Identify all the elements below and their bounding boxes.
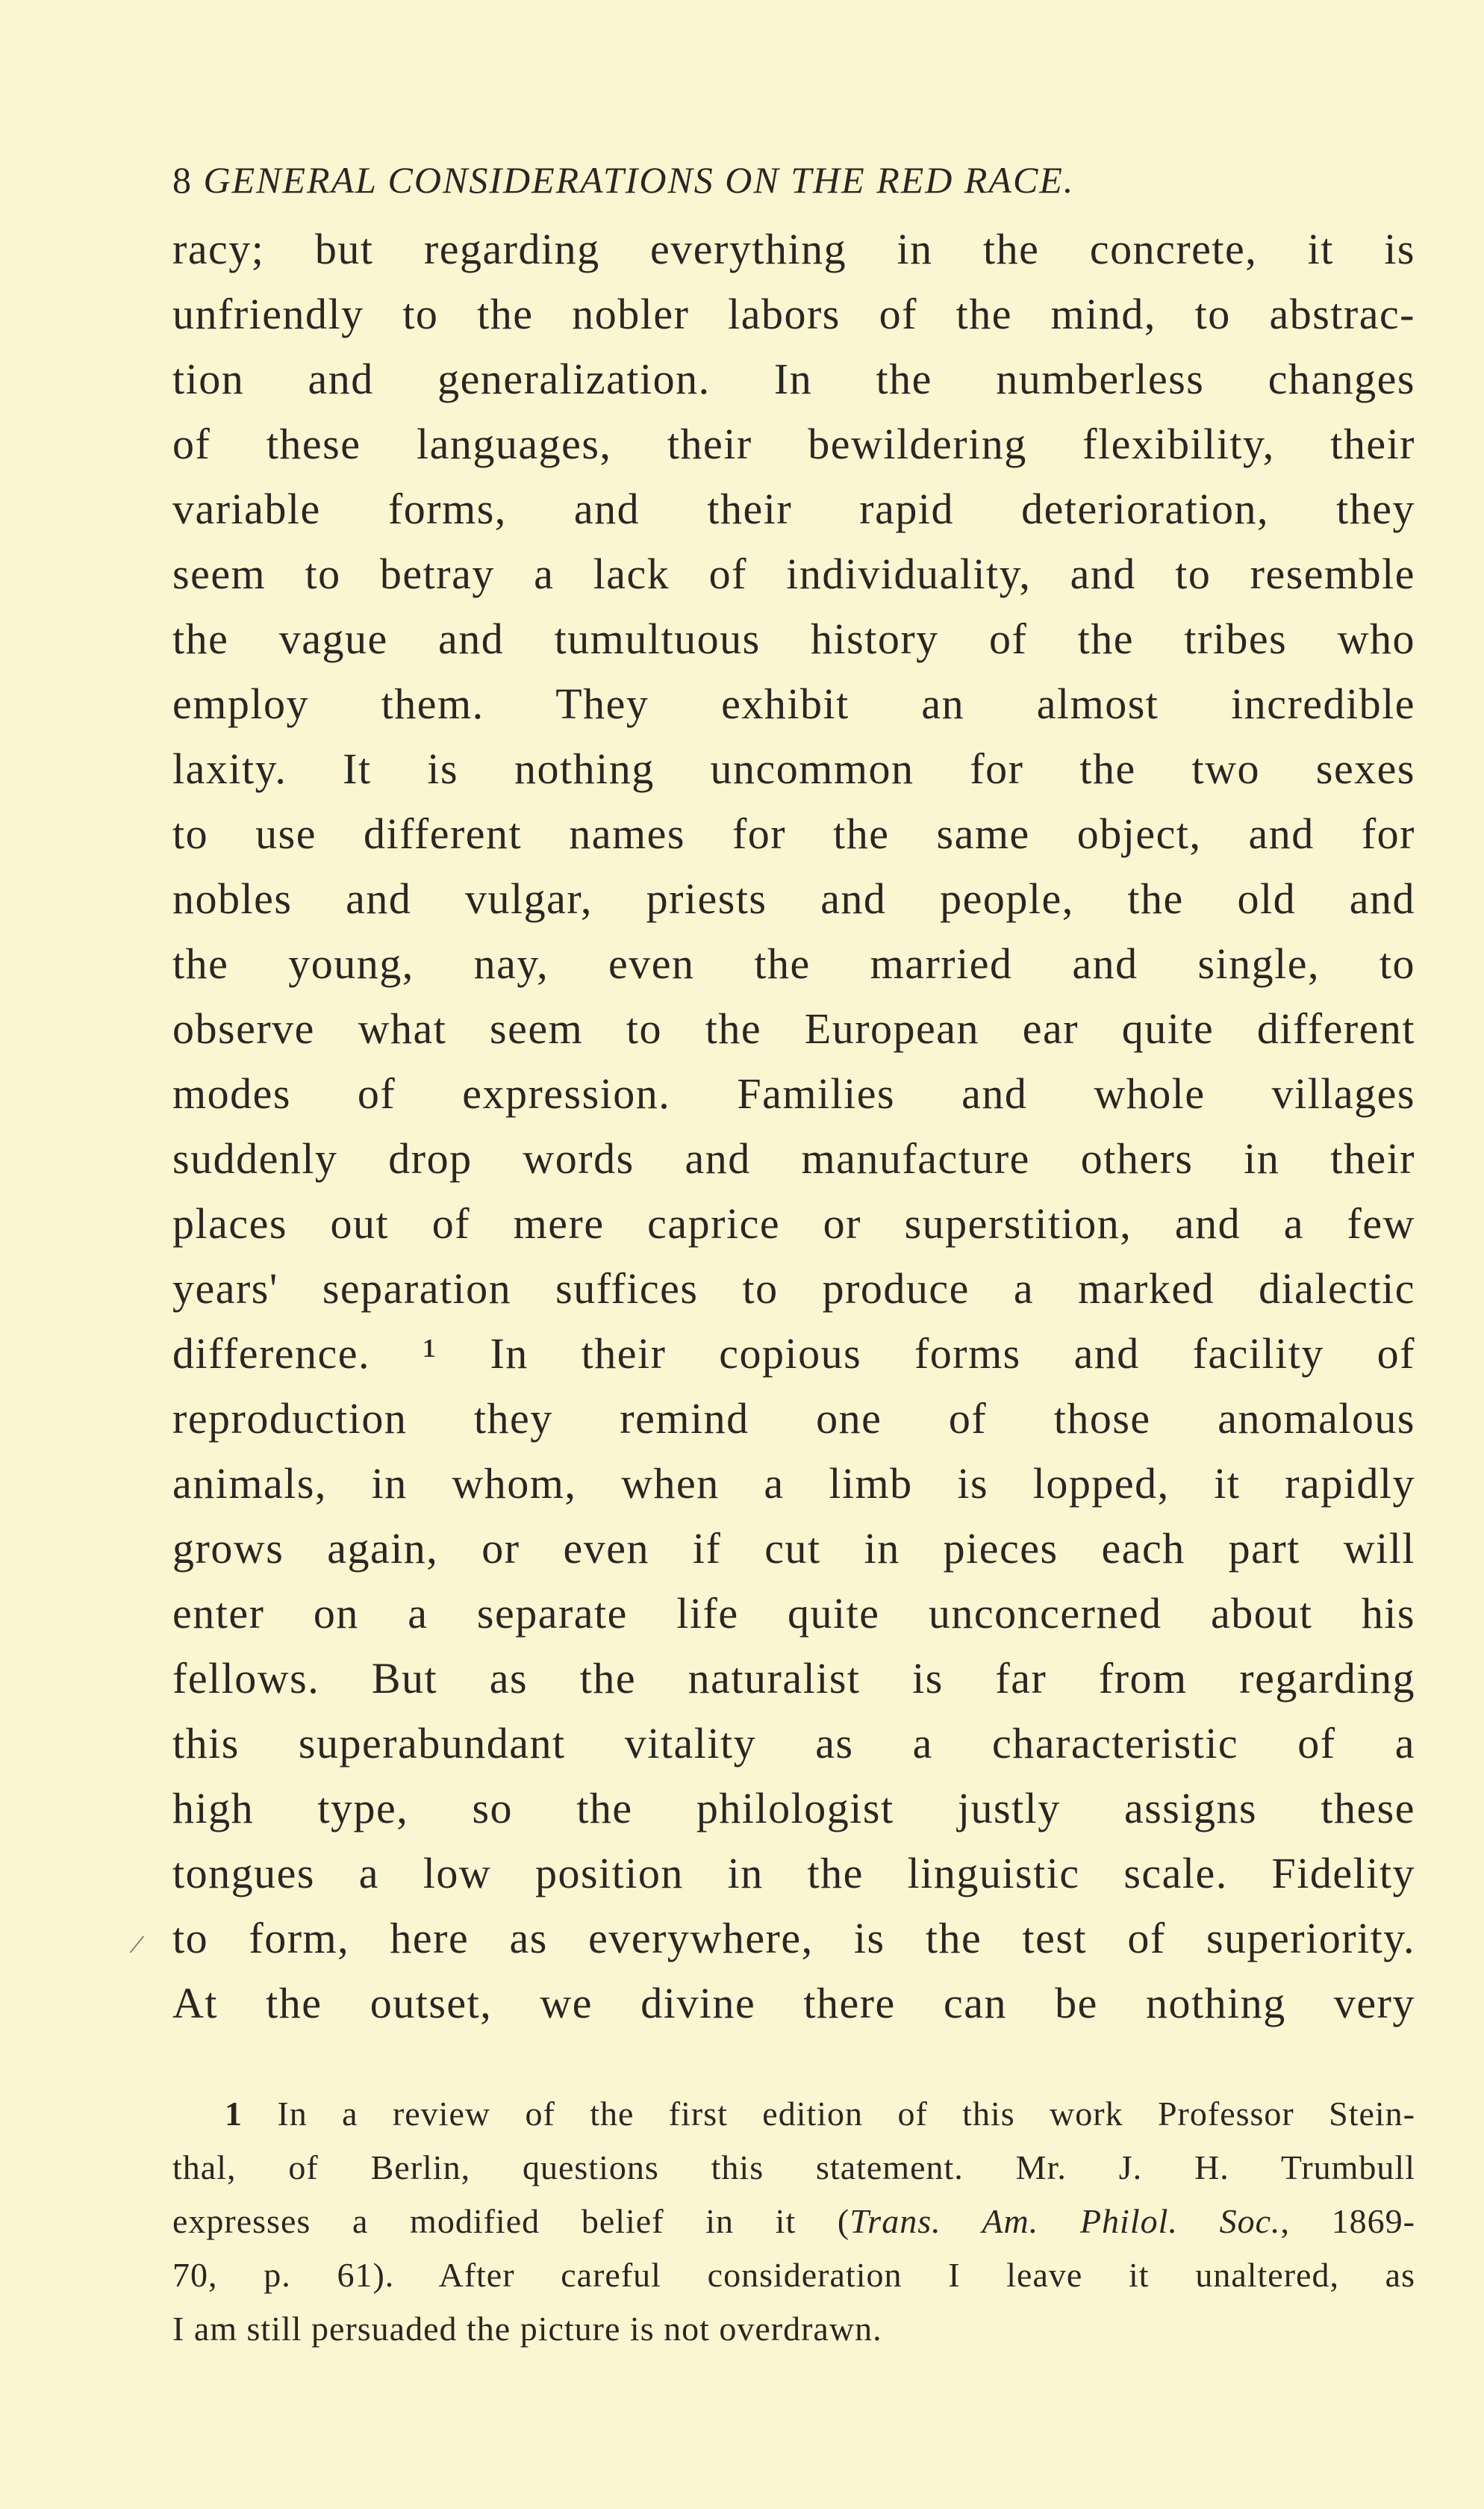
margin-pencil-mark: /	[127, 1927, 147, 1962]
body-line: tongues a low position in the linguistic scale. Fidelity	[172, 1849, 1415, 1897]
citation-title: Trans. Am. Philol. Soc.	[849, 2202, 1281, 2240]
footnote-line: I am still persuaded the picture is not overdrawn.	[172, 2310, 882, 2348]
body-text	[172, 217, 1415, 2036]
body-line: enter on a separate life quite unconcerned about his	[172, 1589, 1415, 1638]
body-line: observe what seem to the European ear quite different	[172, 1004, 1415, 1053]
footnote-line: thal, of Berlin, questions this statement. Mr. J. H. Trumbull	[172, 2148, 1415, 2186]
body-line: racy; but regarding everything in the concrete, it is	[172, 225, 1415, 273]
body-line: high type, so the philologist justly assigns these	[172, 1784, 1415, 1832]
body-line: fellows. But as the naturalist is far from regarding	[172, 1654, 1415, 1703]
body-line: laxity. It is nothing uncommon for the two sexes	[172, 744, 1415, 793]
footnote-line	[172, 2195, 1415, 2248]
body-line: nobles and vulgar, priests and people, the old and	[172, 874, 1415, 923]
body-line: At the outset, we divine there can be nothing very	[172, 1979, 1415, 2027]
footnote-text: , 1869-	[1280, 2202, 1416, 2240]
body-line: grows again, or even if cut in pieces each part will	[172, 1524, 1415, 1573]
footnote	[172, 2087, 1415, 2356]
body-line: variable forms, and their rapid deterioration, they	[172, 485, 1415, 533]
body-line: difference. ¹ In their copious forms and facility of	[172, 1329, 1415, 1378]
footnote-text: expresses a modified belief in it (	[172, 2202, 850, 2240]
body-line: animals, in whom, when a limb is lopped, it rapidly	[172, 1459, 1415, 1508]
footnote-line: 70, p. 61). After careful consideration I leave it unaltered, as	[172, 2256, 1415, 2294]
body-line: reproduction they remind one of those anomalous	[172, 1394, 1415, 1443]
running-header	[172, 158, 1367, 202]
body-line: employ them. They exhibit an almost incredible	[172, 680, 1415, 728]
body-line: years' separation suffices to produce a marked dialectic	[172, 1264, 1415, 1313]
body-line: to use different names for the same object, and for	[172, 809, 1415, 858]
page-number: 8	[172, 159, 193, 201]
body-line: tion and generalization. In the numberless changes	[172, 355, 1415, 403]
body-line: this superabundant vitality as a characteristic of a	[172, 1719, 1415, 1768]
body-line: suddenly drop words and manufacture others in their	[172, 1134, 1415, 1183]
footnote-line	[172, 2087, 1415, 2141]
body-line: unfriendly to the nobler labors of the mind, to abstrac-	[172, 290, 1415, 338]
body-line: of these languages, their bewildering flexibility, their	[172, 420, 1415, 468]
footnote-marker: 1	[225, 2095, 243, 2133]
body-line: seem to betray a lack of individuality, and to resemble	[172, 550, 1415, 598]
body-line: the young, nay, even the married and single, to	[172, 939, 1415, 988]
body-line: places out of mere caprice or superstition, and a few	[172, 1199, 1415, 1248]
body-line: the vague and tumultuous history of the tribes who	[172, 615, 1415, 663]
running-title: GENERAL CONSIDERATIONS ON THE RED RACE.	[203, 159, 1075, 201]
body-line: modes of expression. Families and whole villages	[172, 1069, 1415, 1118]
body-line: to form, here as everywhere, is the test of superiority.	[172, 1914, 1415, 1962]
footnote-text: In a review of the first edition of this work Professor Stein-	[277, 2095, 1416, 2133]
